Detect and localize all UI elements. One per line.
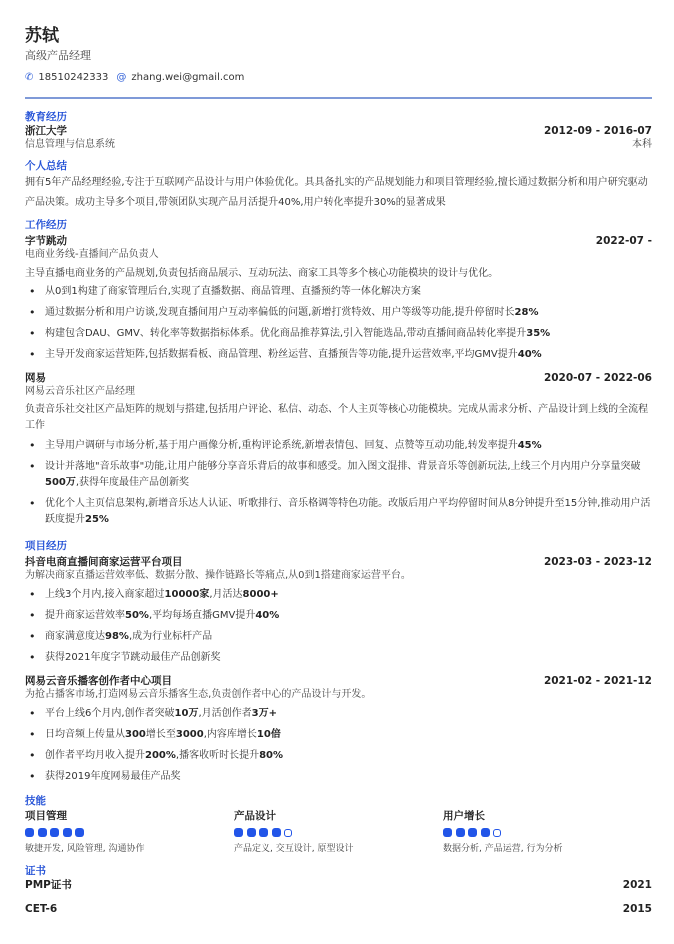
- work-entry: [25, 371, 652, 528]
- phone-number: 18510242333: [38, 72, 109, 83]
- skill-tags: 数据分析, 产品运营, 行为分析: [443, 844, 563, 854]
- project-description: 为抢占播客市场,打造网易云音乐播客生态,负责创作者中心的产品设计与开发。: [25, 689, 372, 700]
- bullet-text: 优化个人主页信息架构,新增音乐达人认证、听歌排行、音乐格调等特色功能。改版后用户平均停留时间从8分钟提升至15分钟,推动用户活跃度提升: [45, 498, 651, 525]
- bullet-item: [25, 587, 652, 603]
- bullet-highlight: 200%: [145, 750, 176, 761]
- project-header-row: [25, 555, 652, 569]
- bullet-text: 设计并落地"音乐故事"功能,让用户能够分享音乐背后的故事和感受。加入图文混排、背景音乐等创新玩法,上线三个月内用户分享量突破: [45, 461, 641, 472]
- rating-dot-filled: [25, 828, 34, 837]
- project-dates: 2021-02 - 2021-12: [543, 675, 652, 687]
- phone-icon: ✆: [25, 72, 34, 83]
- skill-tags: 产品定义, 交互设计, 原型设计: [234, 844, 354, 854]
- rating-dot-empty: [493, 829, 501, 837]
- skill-name: 项目管理: [25, 810, 67, 822]
- work-dates: 2020-07 - 2022-06: [543, 372, 652, 384]
- bullet-text: 增长至: [145, 729, 176, 740]
- work-dates: 2022-07 -: [595, 235, 652, 247]
- bullet-highlight: 25%: [85, 514, 109, 525]
- bullet-text: ,月活达: [209, 589, 243, 600]
- skill-name: 产品设计: [234, 810, 276, 822]
- bullet-item: [25, 748, 652, 764]
- bullet-text: 主导用户调研与市场分析,基于用户画像分析,重构评论系统,新增表情包、回复、点赞等互动功能,转发率提升: [45, 440, 518, 451]
- skill-name: 用户增长: [443, 810, 485, 822]
- rating-dot-filled: [468, 828, 477, 837]
- work-header-row: [25, 371, 652, 385]
- education-row: [25, 124, 652, 138]
- certificate-name: CET-6: [25, 903, 58, 915]
- bullet-text: 构建包含DAU、GMV、转化率等数据指标体系。优化商品推荐算法,引入智能选品,带动直播间商品转化率提升: [45, 328, 527, 339]
- bullet-item: [25, 326, 652, 342]
- rating-dot-filled: [481, 828, 490, 837]
- certificate-row: [25, 902, 652, 916]
- skill-item: [443, 809, 652, 855]
- bullet-item: [25, 347, 652, 363]
- project-entry: [25, 555, 652, 666]
- bullet-text: 获得2019年度网易最佳产品奖: [45, 771, 181, 782]
- skill-tags: 敏捷开发, 风险管理, 沟通协作: [25, 844, 145, 854]
- at-icon: @: [116, 72, 127, 83]
- major: 信息管理与信息系统: [25, 139, 115, 150]
- contact-info: [25, 71, 652, 84]
- bullet-text: 通过数据分析和用户访谈,发现直播间用户互动率偏低的问题,新增打赏特效、用户等级等功能,提升停留时长: [45, 307, 515, 318]
- work-header-row: [25, 234, 652, 248]
- certificate-row: [25, 878, 652, 892]
- bullet-text: 商家满意度达: [45, 631, 105, 642]
- bullet-item: [25, 706, 652, 722]
- bullet-text: ,成为行业标杆产品: [128, 631, 213, 642]
- bullet-highlight: 10000家: [164, 589, 210, 600]
- project-bullets: [25, 706, 652, 785]
- bullet-highlight: 3000: [175, 729, 204, 740]
- bullet-highlight: 45%: [517, 440, 542, 451]
- rating-dot-filled: [247, 828, 256, 837]
- rating-dot-filled: [75, 828, 84, 837]
- bullet-highlight: 10倍: [256, 729, 281, 740]
- certificate-name: PMP证书: [25, 879, 72, 891]
- degree: 本科: [632, 139, 652, 150]
- bullet-item: [25, 608, 652, 624]
- bullet-highlight: 500万: [45, 477, 76, 488]
- bullet-highlight: 28%: [514, 307, 539, 318]
- project-entry: [25, 674, 652, 785]
- skill-rating: [25, 828, 234, 838]
- company-name: 网易: [25, 372, 46, 384]
- project-name: 抖音电商直播间商家运营平台项目: [25, 556, 183, 568]
- bullet-text: 获得2021年度字节跳动最佳产品创新奖: [45, 652, 221, 663]
- header-divider: [25, 97, 652, 99]
- skills-section: [25, 795, 652, 855]
- bullet-item: [25, 438, 652, 454]
- skill-item: [234, 809, 443, 855]
- job-bullets: [25, 284, 652, 363]
- education-detail-row: [25, 138, 652, 152]
- bullet-highlight: 8000+: [242, 589, 279, 600]
- resume-header: [25, 26, 652, 99]
- project-dates: 2023-03 - 2023-12: [543, 556, 652, 568]
- bullet-highlight: 35%: [526, 328, 551, 339]
- job-description: 负责音乐社交社区产品矩阵的规划与搭建,包括用户评论、私信、动态、个人主页等核心功能模块。完成从需求分析、产品设计到上线的全流程工作: [25, 404, 649, 431]
- rating-dot-filled: [63, 828, 72, 837]
- job-bullets: [25, 438, 652, 528]
- bullet-item: [25, 496, 652, 528]
- bullet-highlight: 80%: [259, 750, 284, 761]
- skill-rating: [234, 828, 443, 838]
- skill-rating: [443, 828, 652, 838]
- project-description: 为解决商家直播运营效率低、数据分散、操作链路长等痛点,从0到1搭建商家运营平台。: [25, 570, 411, 581]
- summary-section: [25, 160, 652, 213]
- certificate-year: 2021: [622, 879, 652, 891]
- job-role: 网易云音乐社区产品经理: [25, 386, 135, 397]
- candidate-name: 苏轼: [25, 26, 59, 46]
- job-description: 主导直播电商业务的产品规划,负责包括商品展示、互动玩法、商家工具等多个核心功能模块的设计与优化。: [25, 268, 499, 279]
- candidate-title: 高级产品经理: [25, 49, 91, 62]
- education-section: [25, 111, 652, 152]
- bullet-highlight: 98%: [105, 631, 129, 642]
- certificates-section: [25, 865, 652, 916]
- project-header-row: [25, 674, 652, 688]
- rating-dot-filled: [456, 828, 465, 837]
- bullet-item: [25, 727, 652, 743]
- bullet-highlight: 3万+: [251, 708, 277, 719]
- section-title-education: 教育经历: [25, 111, 67, 123]
- bullet-text: ,播客收听时长提升: [175, 750, 260, 761]
- email-item: [116, 71, 244, 84]
- projects-section: [25, 540, 652, 785]
- email-address: zhang.wei@gmail.com: [131, 72, 245, 83]
- bullet-item: [25, 629, 652, 645]
- bullet-item: [25, 305, 652, 321]
- project-bullets: [25, 587, 652, 666]
- rating-dot-filled: [38, 828, 47, 837]
- bullet-text: 从0到1构建了商家管理后台,实现了直播数据、商品管理、直播预约等一体化解决方案: [45, 286, 421, 297]
- work-entry: [25, 234, 652, 363]
- company-name: 字节跳动: [25, 235, 67, 247]
- certificate-year: 2015: [622, 903, 652, 915]
- section-title-certificates: 证书: [25, 865, 46, 877]
- section-title-summary: 个人总结: [25, 160, 67, 172]
- bullet-highlight: 300: [125, 729, 146, 740]
- bullet-item: [25, 284, 652, 300]
- summary-text: 拥有5年产品经理经验,专注于互联网产品设计与用户体验优化。具具备扎实的产品规划能力和项目管理经验,擅长通过数据分析和用户研究驱动产品决策。成功主导多个项目,带领团队实现产品月活提升40%,用户转化率提升30%的显著成果: [25, 177, 648, 208]
- bullet-text: ,月活创作者: [198, 708, 252, 719]
- bullet-text: 主导开发商家运营矩阵,包括数据看板、商品管理、粉丝运营、直播预告等功能,提升运营效率,平均GMV提升: [45, 349, 518, 360]
- rating-dot-filled: [272, 828, 281, 837]
- bullet-text: ,平均每场直播GMV提升: [148, 610, 256, 621]
- school-name: 浙江大学: [25, 125, 67, 137]
- bullet-text: 平台上线6个月内,创作者突破: [45, 708, 175, 719]
- bullet-text: 创作者平均月收入提升: [45, 750, 145, 761]
- bullet-text-after: ,获得年度最佳产品创新奖: [75, 477, 190, 488]
- work-section: [25, 219, 652, 528]
- bullet-text: ,内容库增长: [203, 729, 257, 740]
- bullet-text: 日均音频上传量从: [45, 729, 125, 740]
- bullet-text: 提升商家运营效率: [45, 610, 125, 621]
- rating-dot-filled: [443, 828, 452, 837]
- bullet-highlight: 10万: [174, 708, 199, 719]
- phone-item: [25, 71, 108, 84]
- section-title-skills: 技能: [25, 795, 46, 807]
- rating-dot-empty: [284, 829, 292, 837]
- skills-grid: [25, 809, 652, 855]
- rating-dot-filled: [259, 828, 268, 837]
- bullet-item: [25, 769, 652, 785]
- section-title-projects: 项目经历: [25, 540, 67, 552]
- job-role: 电商业务线-直播间产品负责人: [25, 249, 159, 260]
- bullet-text: 上线3个月内,接入商家超过: [45, 589, 165, 600]
- bullet-highlight: 40%: [255, 610, 280, 621]
- skill-item: [25, 809, 234, 855]
- bullet-item: [25, 650, 652, 666]
- rating-dot-filled: [50, 828, 59, 837]
- education-dates: 2012-09 - 2016-07: [543, 125, 652, 137]
- rating-dot-filled: [234, 828, 243, 837]
- section-title-work: 工作经历: [25, 219, 67, 231]
- project-name: 网易云音乐播客创作者中心项目: [25, 675, 172, 687]
- bullet-highlight: 40%: [517, 349, 542, 360]
- bullet-highlight: 50%: [125, 610, 149, 621]
- bullet-item: [25, 459, 652, 491]
